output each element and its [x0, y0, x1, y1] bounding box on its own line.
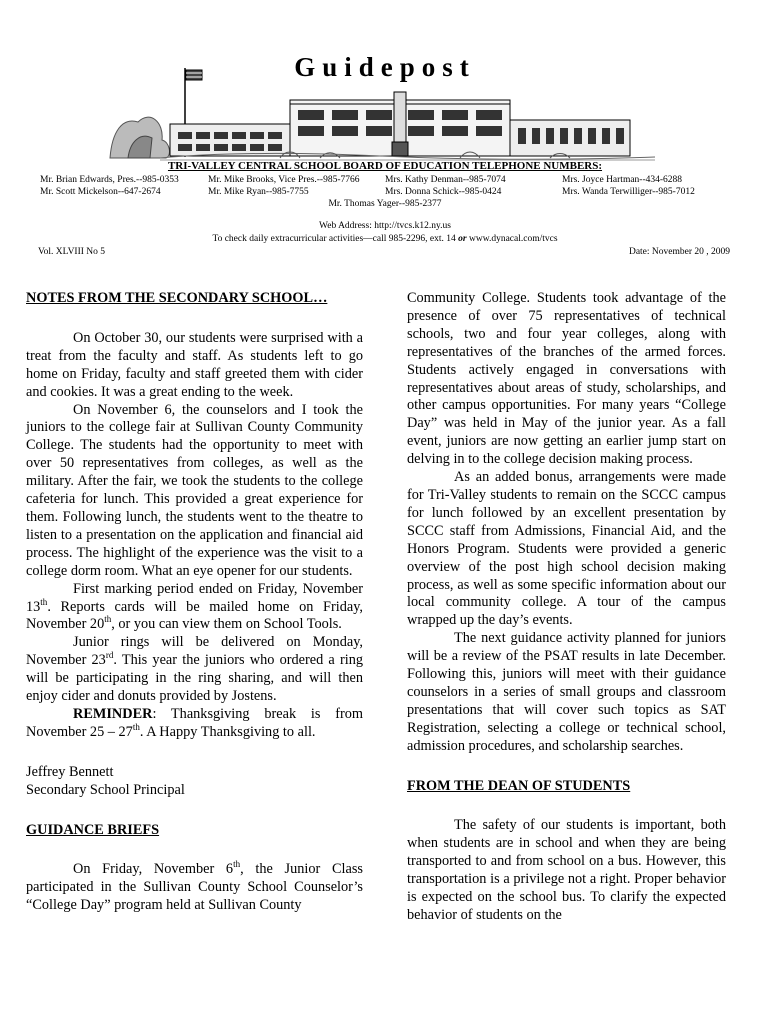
- board-member: Mr. Thomas Yager--985-2377: [328, 199, 442, 209]
- guidance-paragraph-continued: Community College. Students took advantage of the presence of over 75 representatives of technical schools, two and four year colleges, along with representatives of the branches of the armed forces. Students actively engaged in conversations with representatives about areas of study, scholarships, and other campus opportunities. For many years “College Day” was held in May of the junior year. As a fall event, juniors are now getting an earlier jump start on delving in to the college decision making process.: [407, 290, 726, 468]
- secondary-heading: NOTES FROM THE SECONDARY SCHOOL…: [26, 290, 328, 306]
- secondary-paragraph: On October 30, our students were surprised with a treat from the faculty and staff. As students left to go home on Friday, faculty and staff greeted them with cider and cookies. It was a great ending to the week.: [26, 329, 363, 400]
- guidance-heading: GUIDANCE BRIEFS: [26, 821, 160, 838]
- board-member: Mr. Scott Mickelson--647-2674: [40, 187, 161, 197]
- dean-heading: FROM THE DEAN OF STUDENTS: [407, 777, 631, 794]
- board-member: Mrs. Kathy Denman--985-7074: [385, 175, 506, 185]
- secondary-paragraph: First marking period ended on Friday, November 13th. Reports cards will be mailed home on Friday, November 20th, or you can view them on School Tools.: [26, 580, 363, 633]
- issue-date: Date: November 20 , 2009: [628, 247, 730, 257]
- newsletter-title: Guidepost: [294, 52, 476, 82]
- board-member: Mrs. Donna Schick--985-0424: [385, 187, 502, 197]
- secondary-paragraph: Junior rings will be delivered on Monday, November 23rd. This year the juniors who ordered a ring will be participating in the ring sharing, and will then enjoy cider and donuts provided by Jostens.: [26, 634, 363, 705]
- school-building-illustration: [100, 62, 660, 162]
- activities-info: To check daily extracurricular activities—call 985-2296, ext. 14 or www.dynacal.com/tvcs: [212, 234, 558, 244]
- signature-title: Secondary School Principal: [26, 781, 185, 798]
- board-member: Mrs. Joyce Hartman--434-6288: [562, 175, 683, 185]
- right-column: [407, 290, 726, 925]
- dean-paragraph: The safety of our students is important, both when students are in school and when they are being transported to and from school on a bus. However, this transportation is a privilege not a right. Proper behavior is expected on the school bus. To clarify the expected behavior of students on the: [407, 817, 726, 923]
- left-column: [26, 290, 363, 915]
- secondary-paragraph: On November 6, the counselors and I took the juniors to the college fair at Sullivan County Community College. The students had the opportunity to meet with over 50 representatives from colleges, as well as the military. After the fair, we took the students to the college cafeteria for lunch. This provided a great experience for them. Following lunch, the students went to the theatre to listen to a presentation on the application and financial aid process. The highlight of the experience was the visit to a college dorm room. What an eye opener for our students.: [26, 401, 363, 579]
- guidance-paragraph: On Friday, November 6th, the Junior Class participated in the Sullivan County School Counselor’s “College Day” program held at Sullivan County: [26, 859, 363, 914]
- guidance-paragraph: The next guidance activity planned for juniors will be a review of the PSAT results in late December. Following this, juniors will meet with their guidance counselors in a series of small groups and classroom presentations that will cover such topics as SAT Registration, selecting a college or technical school, admission procedures, and scholarship searches.: [407, 630, 726, 754]
- signature-name: Jeffrey Bennett: [26, 763, 114, 780]
- board-member: Mrs. Wanda Terwilliger--985-7012: [562, 187, 695, 197]
- board-member: Mr. Brian Edwards, Pres.--985-0353: [40, 175, 179, 185]
- board-member: Mr. Mike Brooks, Vice Pres.--985-7766: [208, 175, 360, 185]
- volume-number: Vol. XLVIII No 5: [38, 247, 106, 257]
- guidance-paragraph: As an added bonus, arrangements were made for Tri-Valley students to remain on the SCCC campus for lunch followed by an excellent presentation by SCCC staff from Admissions, Financial Aid, and the Honors Program. Students were provided a generic overview of the post high school decision making process, as well as some specific information about our local community college. A tour of the campus wrapped up the day’s events.: [407, 469, 726, 629]
- board-heading: TRI-VALLEY CENTRAL SCHOOL BOARD OF EDUCATION TELEPHONE NUMBERS:: [167, 160, 603, 172]
- reminder-paragraph: REMINDER: Thanksgiving break is from November 25 – 27th. A Happy Thanksgiving to all.: [26, 705, 363, 740]
- board-member: Mr. Mike Ryan--985-7755: [208, 187, 309, 197]
- web-address: Web Address: http://tvcs.k12.ny.us: [319, 221, 451, 231]
